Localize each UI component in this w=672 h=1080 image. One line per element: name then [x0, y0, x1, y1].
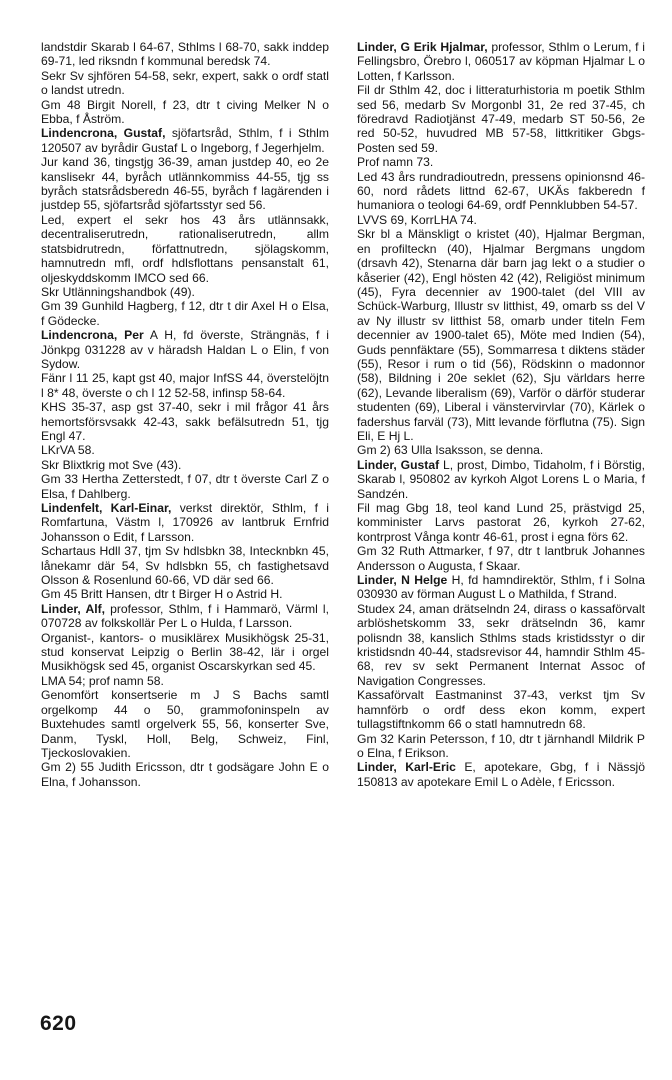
entry-text: Studex 24, aman drätselndn 24, dirass o kassaförvalt arblöshetskomm 33, sekr drätselndn 36, kamr polisndn 38, kanslich Sthlms stads kristidsstyr o dir kristidsndn 40-44, stadsrevisor 44, hamndir Sthlm 45-68, rev sv sekt Permanent Internat Assoc of Navigation Congresses.: [357, 601, 645, 688]
entry-paragraph: [41, 126, 329, 155]
entry-text: Fil dr Sthlm 42, doc i litteraturhistoria m poetik Sthlm sed 56, medarb Sv Morgonbl 31, 2e red 37-45, ch föredravd Radiotjänst 47-49, medarb ST 50-56, 2e red 50-52, huvudred MB 57-58, littkritiker Gbgs-Posten sed 59.: [357, 83, 645, 155]
page-number: 620: [40, 1012, 77, 1035]
entry-text: Gm 32 Ruth Attmarker, f 97, dtr t lantbruk Johannes Andersson o Augusta, f Skaar.: [357, 544, 645, 573]
entry-text: Gm 45 Britt Hansen, dtr t Birger H o Astrid H.: [41, 587, 283, 602]
entry-headword: Linder, N Helge: [357, 573, 448, 588]
entry-text: Kassaförvalt Eastmaninst 37-43, verkst tjm Sv hamnförb o ordf dess ekon komm, expert tullagstiftnkomm 66 o statl hamnutredn 68.: [357, 688, 645, 732]
entry-text: Gm 33 Hertha Zetterstedt, f 07, dtr t överste Carl Z o Elsa, f Dahlberg.: [41, 472, 329, 501]
entry-paragraph: [41, 587, 329, 601]
entry-text: professor, Sthlm o Lerum, f i Fellingsbro, Örebro l, 060517 av köpman Hjalmar L o Lotten, f Karlsson.: [357, 40, 645, 83]
entry-paragraph: [41, 328, 329, 371]
entry-headword: Linder, Alf,: [41, 601, 106, 616]
entry-headword: Lindencrona, Per: [41, 328, 144, 343]
entry-text: Led 43 års rundradioutredn, pressens opinionsnd 46-60, nord rådets littnd 62-67, UKÄs fakberedn f humaniora o teologi 64-69, ordf Pennklubben 54-57.: [357, 169, 645, 213]
entry-text: Schartaus Hdll 37, tjm Sv hdlsbkn 38, Intecknbkn 45, lånekamr där 54, Sv hdlsbkn 55, ch fastighetsavd Olsson & Rosenlund 60-66, VD där sed 66.: [41, 544, 329, 588]
entry-text: Skr bl a Mänskligt o kristet (40), Hjalmar Bergman, en profilteckn (40), Hjalmar Bergmans ungdom (drsavh 42), Stenarna där barn jag lekt o a studier o kåserier (42), Engl hösten 42 (42), Religiöst minimum (45), Fyra decennier av 1900-talet (del VIII av Schück-Warburg, Illustr sv litthist, 49, omarb ss del V av Ny illustr sv litthist 58, omarb under titeln Fem decennier av 1900-talet 65), Möte med Indien (54), Guds pennfäktare (55), Sommarresa t diktens städer (55), Resor i rum o tid (56), Rödskinn o madonnor (58), Bildning i 20e seklet (62), Sju världars herre (62), Levande liberalism (69), Varför o därför studerar studenten (69), Liberal i vänstervirvlar (70), Kärlek o fadershus farväl (73), Mitt levande förflutna (75). Sign Eli, E Hj L.: [357, 227, 645, 443]
entry-paragraph: [41, 98, 329, 127]
entry-text: Led, expert el sekr hos 43 års utlännsakk, decentraliserutredn, rationaliserutredn, allm statsbidrutredn, författnutredn, sjölagskomm, hamnutredn mfl, ordf hdlsflottans pensanstalt 61, oljeskyddskomm IMCO sed 66.: [41, 212, 329, 285]
entry-paragraph: [41, 69, 329, 98]
entry-paragraph: [41, 472, 329, 501]
entry-paragraph: [41, 458, 329, 472]
right-column: [357, 40, 645, 789]
entry-text: Sekr Sv sjhfören 54-58, sekr, expert, sakk o ordf statl o landst utredn.: [41, 68, 329, 98]
entry-paragraph: [357, 544, 645, 573]
entry-paragraph: [357, 40, 645, 83]
entry-paragraph: [41, 602, 329, 631]
entry-paragraph: [357, 760, 645, 789]
entry-text: landstdir Skarab l 64-67, Sthlms l 68-70, sakk inddep 69-71, led riksndn f kommunal beredsk 74.: [41, 40, 329, 69]
entry-text: Gm 32 Karin Petersson, f 10, dtr t järnhandl Mildrik P o Elna, f Erikson.: [357, 731, 645, 760]
entry-paragraph: [357, 688, 645, 731]
entry-text: LMA 54; prof namn 58.: [41, 673, 164, 688]
entry-paragraph: [41, 400, 329, 443]
entry-paragraph: [41, 688, 329, 760]
entry-text: Gm 39 Gunhild Hagberg, f 12, dtr t dir Axel H o Elsa, f Gödecke.: [41, 299, 329, 328]
entry-text: Genomfört konsertserie m J S Bachs samtl orgelkomp 44 o 50, grammofoninspeln av Buxtehudes samtl orgelverk 55, 56, konserter Sve, Danm, Tyskl, Holl, Belg, Schweiz, Finl, Tjeckoslovakien.: [41, 688, 329, 760]
entry-paragraph: [41, 544, 329, 587]
entry-paragraph: [41, 443, 329, 457]
entry-paragraph: [357, 732, 645, 761]
entry-paragraph: [357, 83, 645, 155]
entry-text: Prof namn 73.: [357, 155, 434, 170]
entry-paragraph: [357, 170, 645, 213]
entry-paragraph: [357, 573, 645, 602]
entry-headword: Linder, G Erik Hjalmar,: [357, 40, 488, 54]
entry-headword: Lindencrona, Gustaf,: [41, 126, 166, 141]
entry-paragraph: [357, 602, 645, 688]
entry-text: Skr Utlänningshandbok (49).: [41, 284, 195, 299]
entry-text: LVVS 69, KorrLHA 74.: [357, 212, 477, 227]
entry-paragraph: [41, 760, 329, 789]
entry-paragraph: [357, 155, 645, 169]
entry-text: Gm 2) 55 Judith Ericsson, dtr t godsägare John E o Elna, f Johansson.: [41, 760, 329, 789]
entry-headword: Lindenfelt, Karl-Einar,: [41, 501, 172, 515]
entry-paragraph: [41, 674, 329, 688]
entry-text: Fil mag Gbg 18, teol kand Lund 25, prästvigd 25, komminister Larvs pastorat 26, kyrkoh 27-62, kontrprost Vånga kontr 46-61, prost i egna förs 62.: [357, 501, 645, 544]
entry-text: sjöfartsråd, Sthlm, f i Sthlm 120507 av byrådir Gustaf L o Ingeborg, f Jegerhjelm.: [41, 126, 329, 155]
entry-paragraph: [41, 155, 329, 213]
entry-text: Jur kand 36, tingstjg 36-39, aman justdep 40, eo 2e kanslisekr 44, byråch utlännkommiss 44-55, tjg ss byråch statsrådsberedn 46-55, byråch f lagärenden i justdep 55, sjöfartsråd sjöfartsstyr sed 56.: [41, 155, 329, 213]
entry-paragraph: [357, 227, 645, 443]
entry-text: E, apotekare, Gbg, f i Nässjö 150813 av apotekare Emil L o Adèle, f Ericsson.: [357, 760, 645, 789]
entry-text: Fänr l 11 25, kapt gst 40, major InfSS 44, överstelöjtn l 8* 48, överste o ch l 12 52-58, infinsp 58-64.: [41, 371, 329, 400]
entry-paragraph: [357, 213, 645, 227]
entry-text: Gm 2) 63 Ulla Isaksson, se denna.: [357, 443, 544, 458]
entry-headword: Linder, Gustaf: [357, 457, 440, 472]
entry-text: Gm 48 Birgit Norell, f 23, dtr t civing Melker N o Ebba, f Åström.: [41, 97, 329, 127]
entry-text: verkst direktör, Sthlm, f i Romfartuna, Västm l, 170926 av lantbruk Ernfrid Johansson o Edit, f Larsson.: [41, 501, 329, 544]
entry-text: H, fd hamndirektör, Sthlm, f i Solna 030930 av förman August L o Mathilda, f Strand.: [357, 573, 646, 602]
entry-paragraph: [41, 371, 329, 400]
entry-paragraph: [41, 299, 329, 328]
left-column: [41, 40, 329, 789]
entry-headword: Linder, Karl-Eric: [357, 760, 456, 775]
entry-text: KHS 35-37, asp gst 37-40, sekr i mil frågor 41 års hemortsförsvsakk 42-43, sakk befälsutredn 51, tjg Engl 47.: [41, 400, 329, 443]
entry-paragraph: [41, 631, 329, 674]
entry-paragraph: [357, 458, 645, 501]
entry-text: LKrVA 58.: [41, 443, 95, 458]
entry-paragraph: [357, 443, 645, 457]
entry-text: Skr Blixtkrig mot Sve (43).: [41, 457, 182, 472]
entry-paragraph: [41, 213, 329, 285]
entry-paragraph: [41, 285, 329, 299]
entry-paragraph: [41, 501, 329, 544]
entry-text: L, prost, Dimbo, Tidaholm, f i Börstig, Skarab l, 950802 av kyrkoh Algot Lorens L o Maria, f Sandzén.: [357, 457, 646, 501]
entry-paragraph: [357, 501, 645, 544]
entry-text: professor, Sthlm, f i Hammarö, Värml l, 070728 av folkskollär Per L o Hulda, f Larsson.: [41, 601, 329, 631]
entry-text: Organist-, kantors- o musiklärex Musikhögsk 25-31, stud konservat Leipzig o Berlin 38-42, lär i orgel Musikhögsk sed 45, organist Oscarskyrkan sed 45.: [41, 630, 329, 674]
entry-text: A H, fd överste, Strängnäs, f i Jönkpg 031228 av v häradsh Haldan L o Elin, f von Sydow.: [41, 328, 330, 371]
entry-paragraph: [41, 40, 329, 69]
